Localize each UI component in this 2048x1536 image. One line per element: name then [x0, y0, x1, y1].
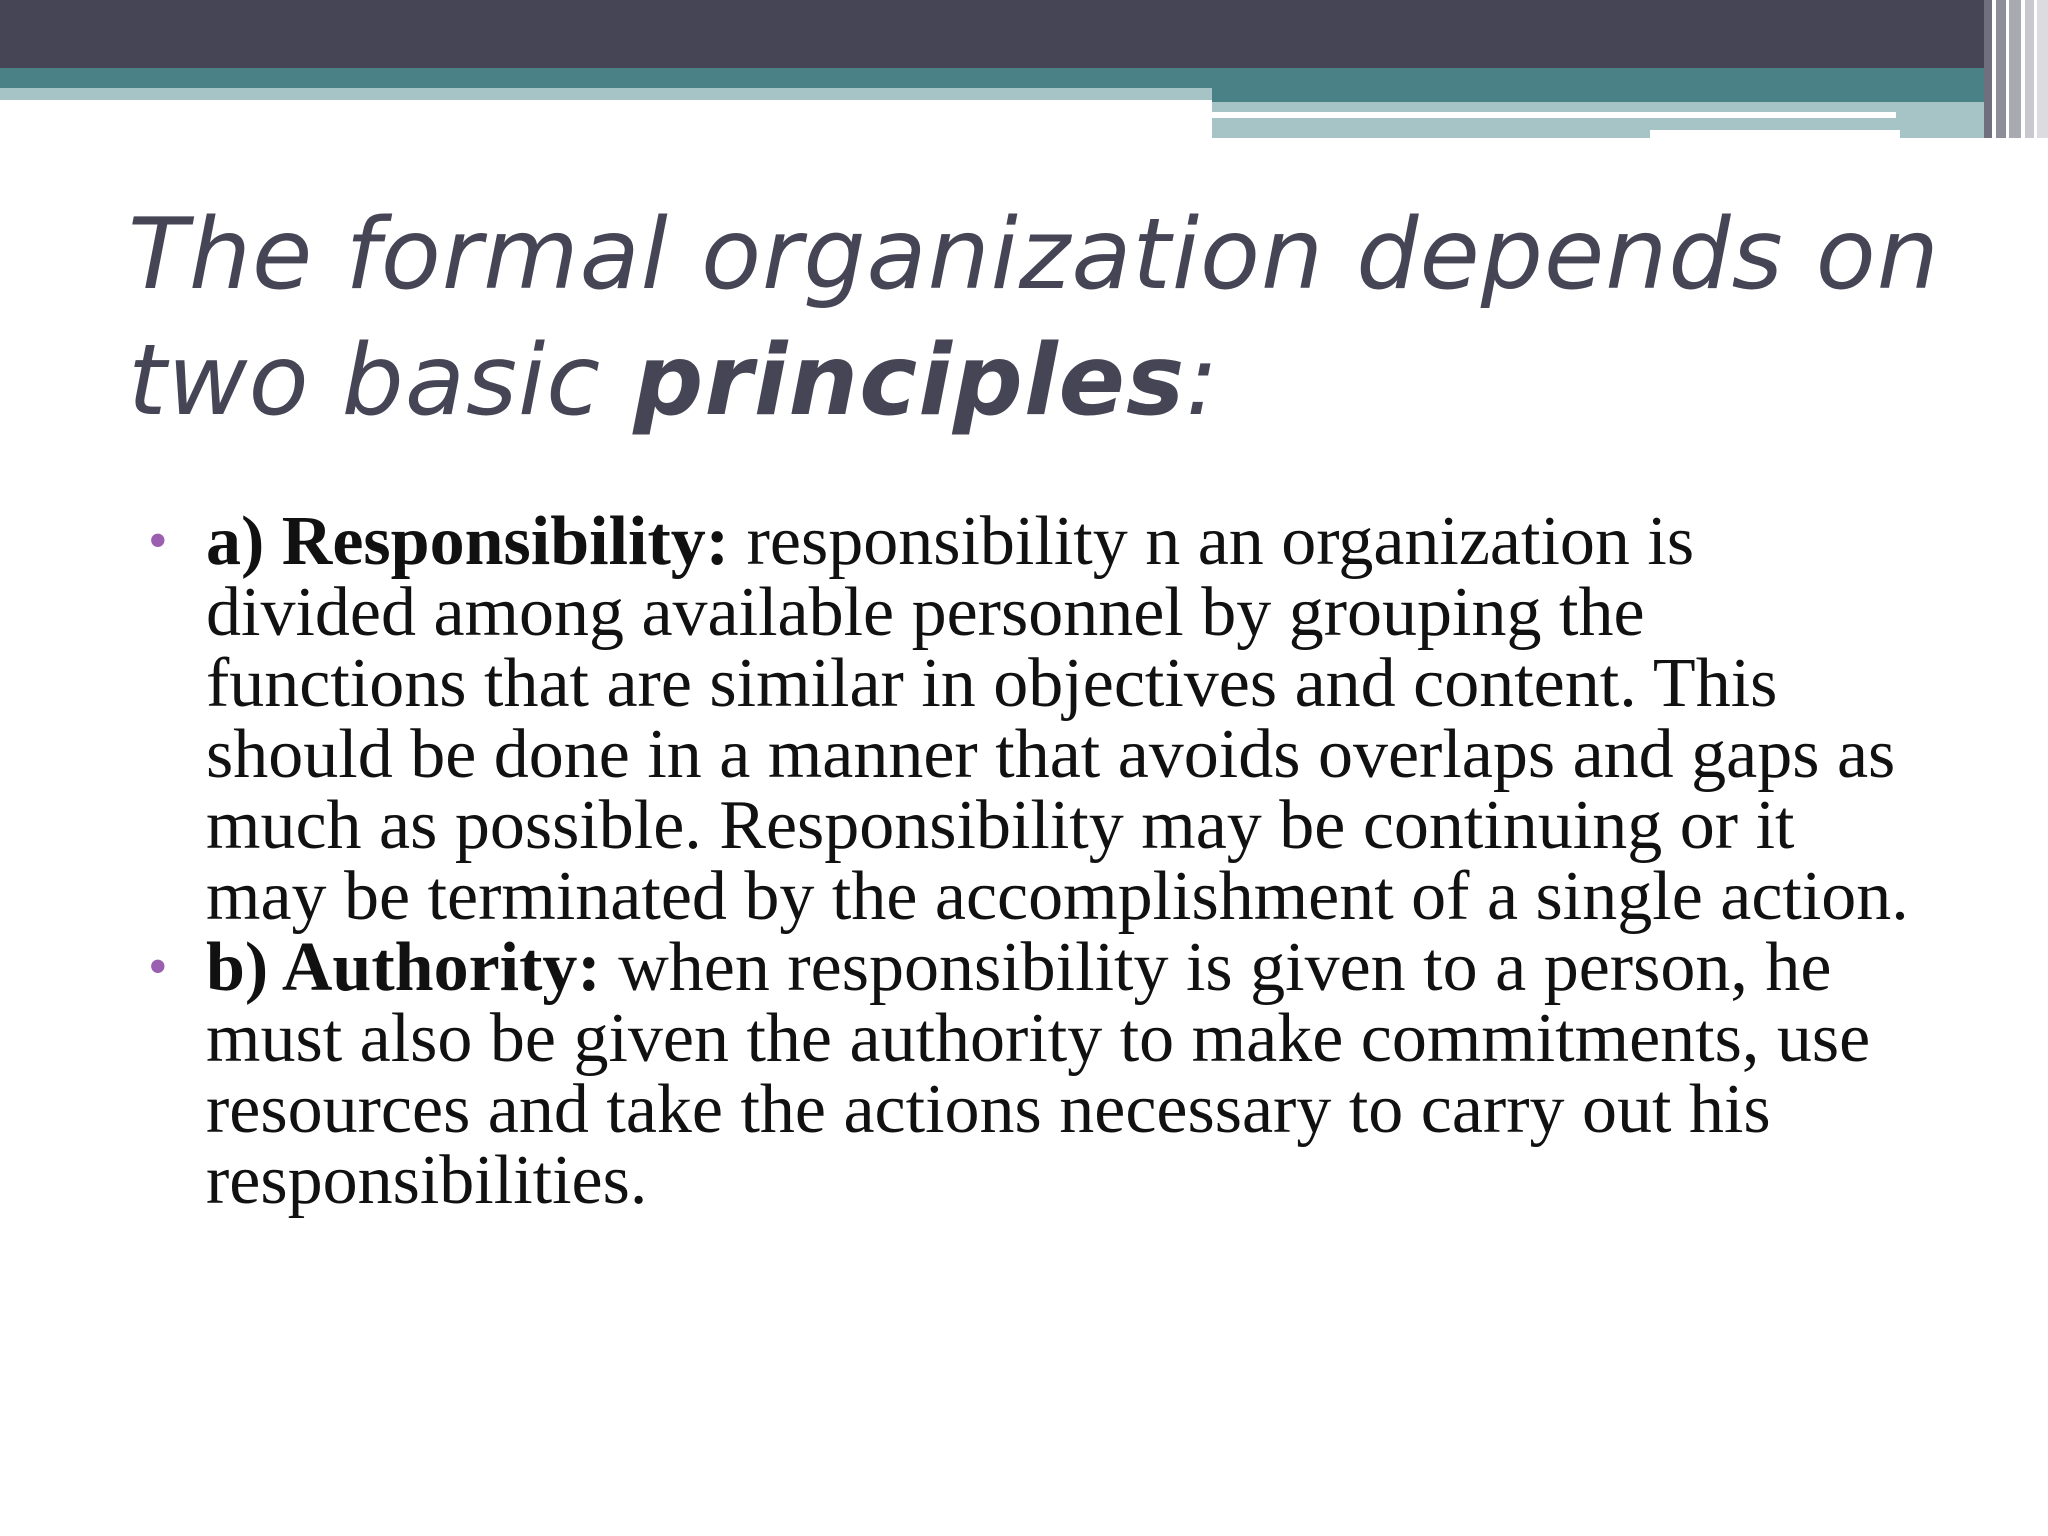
- header-band-teal-right: [1212, 68, 2048, 102]
- title-line-2-end: :: [1185, 324, 1220, 438]
- bullet-text: when responsibility is given to a person, he must also be given the authority to make commitments, use resources and take the actions necessary to carry out his responsibilities.: [206, 929, 1871, 1219]
- header-band-light: [0, 88, 1212, 100]
- header-band-dark: [0, 0, 2048, 68]
- header-band-light-right: [1212, 102, 2048, 138]
- bullet-dot-icon: •: [148, 936, 168, 998]
- bullet-item-authority: [140, 929, 1920, 1219]
- bullet-dot-icon: •: [148, 510, 168, 572]
- header-band-teal: [0, 68, 1212, 88]
- bullet-item-responsibility: [140, 503, 1920, 935]
- slide-title: [128, 192, 1948, 444]
- title-line-2-plain: two basic: [128, 324, 634, 438]
- header-accent-line: [1212, 112, 1896, 118]
- header-accent-notch: [1650, 130, 1900, 138]
- bullet-term: b) Authority:: [206, 929, 601, 1006]
- bullet-term: a) Responsibility:: [206, 503, 730, 580]
- header-stripes: [1984, 0, 2048, 138]
- title-line-2-emphasis: principles: [633, 324, 1186, 438]
- bullet-list: [140, 503, 1920, 1219]
- bullet-text: responsibility n an organization is divided among available personnel by grouping the functions that are similar in objectives and content. This should be done in a manner that avoids overlaps and gaps as much as possible. Responsibility may be continuing or it may be terminated by the accomplishment of a single action.: [206, 503, 1909, 935]
- title-line-1: The formal organization depends on: [128, 198, 1940, 312]
